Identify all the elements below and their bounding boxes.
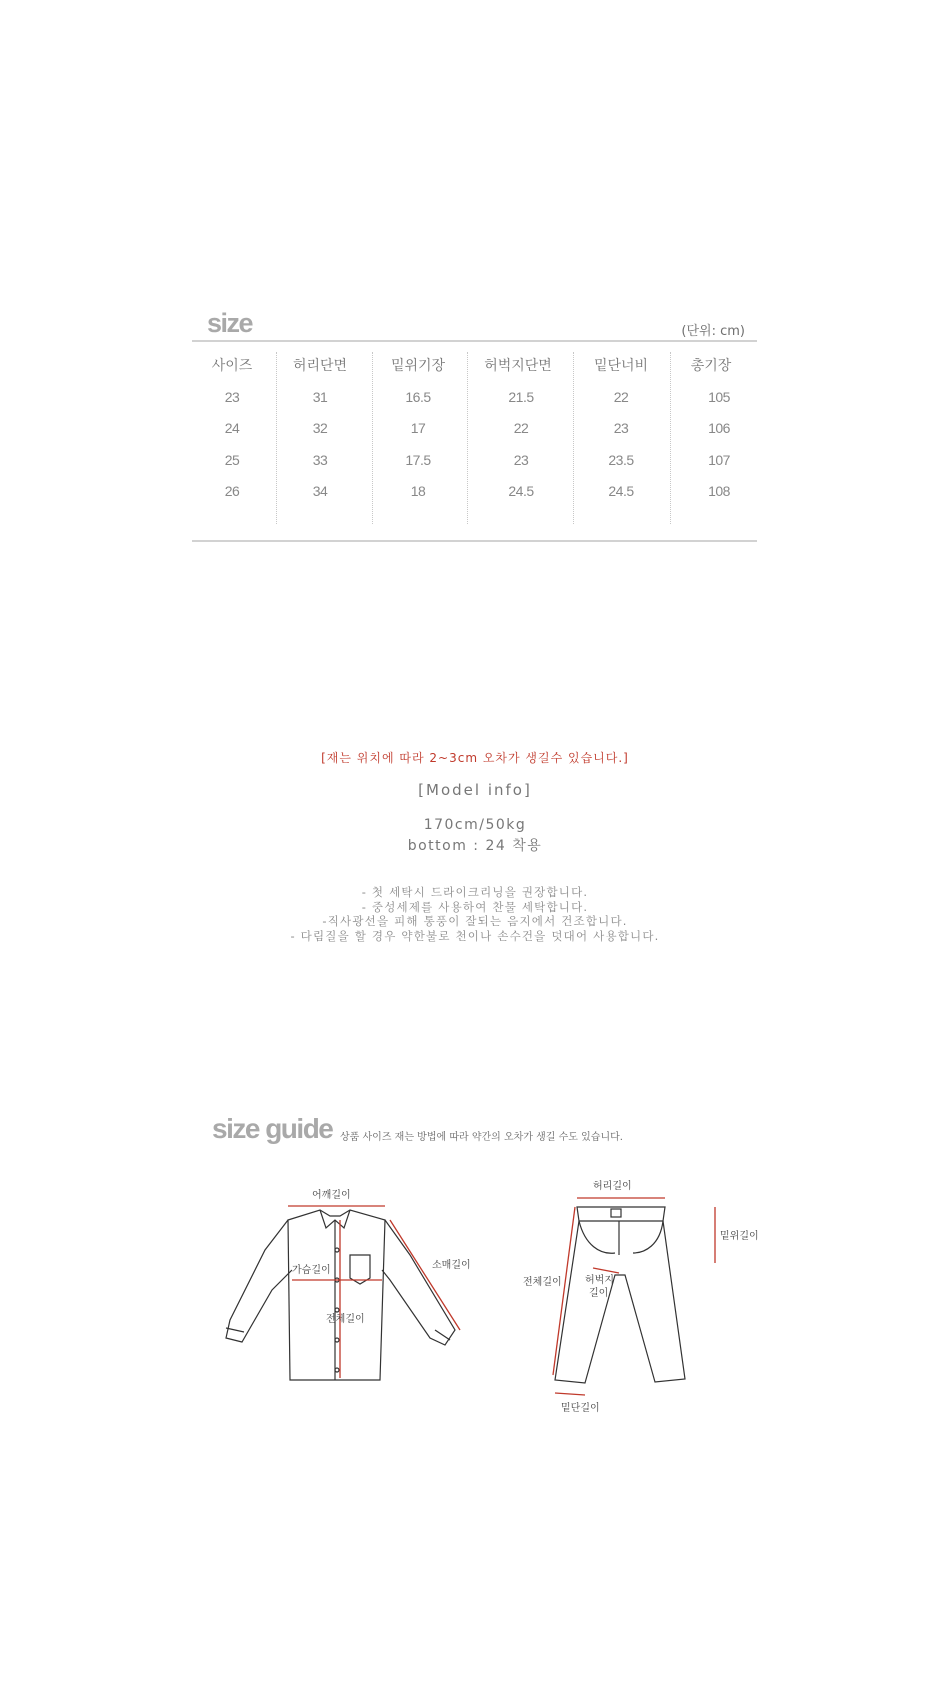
size-table-title: size <box>207 308 253 338</box>
measurement-notice: [재는 위치에 따라 2~3cm 오차가 생길수 있습니다.] <box>321 751 629 765</box>
table-cell: 31 <box>312 389 328 405</box>
care-instruction: - 다림질을 할 경우 약한불로 천이나 손수건을 덧대어 사용합니다. <box>290 929 660 943</box>
pants-hem-label: 밑단길이 <box>561 1403 600 1414</box>
table-cell: 22 <box>513 420 529 436</box>
table-cell: 108 <box>708 483 730 499</box>
header-waist: 허리단면 <box>292 358 348 374</box>
table-cell: 21.5 <box>508 389 534 405</box>
table-cell: 23.5 <box>608 452 634 468</box>
header-rise: 밑위기장 <box>390 358 446 374</box>
shirt-total-label: 전체길이 <box>326 1314 365 1325</box>
table-cell: 23 <box>513 452 529 468</box>
pants-diagram <box>515 1165 765 1415</box>
table-cell: 33 <box>312 452 328 468</box>
table-cell: 18 <box>410 483 426 499</box>
header-hem: 밑단너비 <box>593 358 649 374</box>
shirt-shoulder-label: 어깨길이 <box>312 1190 351 1201</box>
shirt-chest-label: 가슴길이 <box>292 1265 331 1276</box>
shirt-sleeve-label: 소매길이 <box>432 1260 471 1271</box>
size-guide-note: 상품 사이즈 재는 방법에 따라 약간의 오차가 생길 수도 있습니다. <box>340 1132 623 1143</box>
model-info-heading: [Model info] <box>418 781 532 799</box>
care-instruction: - 중성세제를 사용하여 찬물 세탁합니다. <box>361 900 589 914</box>
table-bottom-divider <box>192 540 757 542</box>
table-cell: 107 <box>708 452 730 468</box>
pants-outline <box>555 1207 685 1383</box>
size-guide-title: size guide <box>212 1113 333 1144</box>
table-cell: 26 <box>224 483 240 499</box>
table-cell: 23 <box>224 389 240 405</box>
model-spec: 170cm/50kg <box>423 817 527 833</box>
table-cell: 34 <box>312 483 328 499</box>
table-cell: 24.5 <box>608 483 634 499</box>
header-thigh: 허벅지단면 <box>484 358 552 374</box>
pants-rise-label: 밑위길이 <box>720 1231 759 1242</box>
shirt-diagram <box>210 1180 480 1400</box>
table-cell: 17 <box>410 420 426 436</box>
care-instruction: - 첫 세탁시 드라이크리닝을 권장합니다. <box>361 885 589 899</box>
table-cell: 17.5 <box>405 452 431 468</box>
table-top-divider <box>192 340 757 342</box>
unit-label: (단위: cm) <box>681 324 745 339</box>
pants-waist-label: 허리길이 <box>593 1181 632 1192</box>
care-instruction: -직사광선을 피해 통풍이 잘되는 음지에서 건조합니다. <box>322 914 628 928</box>
table-cell: 25 <box>224 452 240 468</box>
header-length: 총기장 <box>690 358 732 374</box>
pants-thigh-label-2: 길이 <box>589 1288 609 1299</box>
pants-measure-lines <box>553 1198 715 1395</box>
table-cell: 23 <box>613 420 629 436</box>
table-cell: 22 <box>613 389 629 405</box>
model-wearing-size: bottom : 24 착용 <box>407 838 543 854</box>
table-cell: 106 <box>708 420 730 436</box>
table-cell: 24.5 <box>508 483 534 499</box>
pants-total-label: 전체길이 <box>523 1277 562 1288</box>
pants-thigh-label-1: 허벅지 <box>585 1275 614 1286</box>
table-cell: 24 <box>224 420 240 436</box>
table-cell: 32 <box>312 420 328 436</box>
table-cell: 16.5 <box>405 389 431 405</box>
header-size: 사이즈 <box>211 358 253 374</box>
shirt-measure-lines <box>288 1206 460 1378</box>
table-cell: 105 <box>708 389 730 405</box>
